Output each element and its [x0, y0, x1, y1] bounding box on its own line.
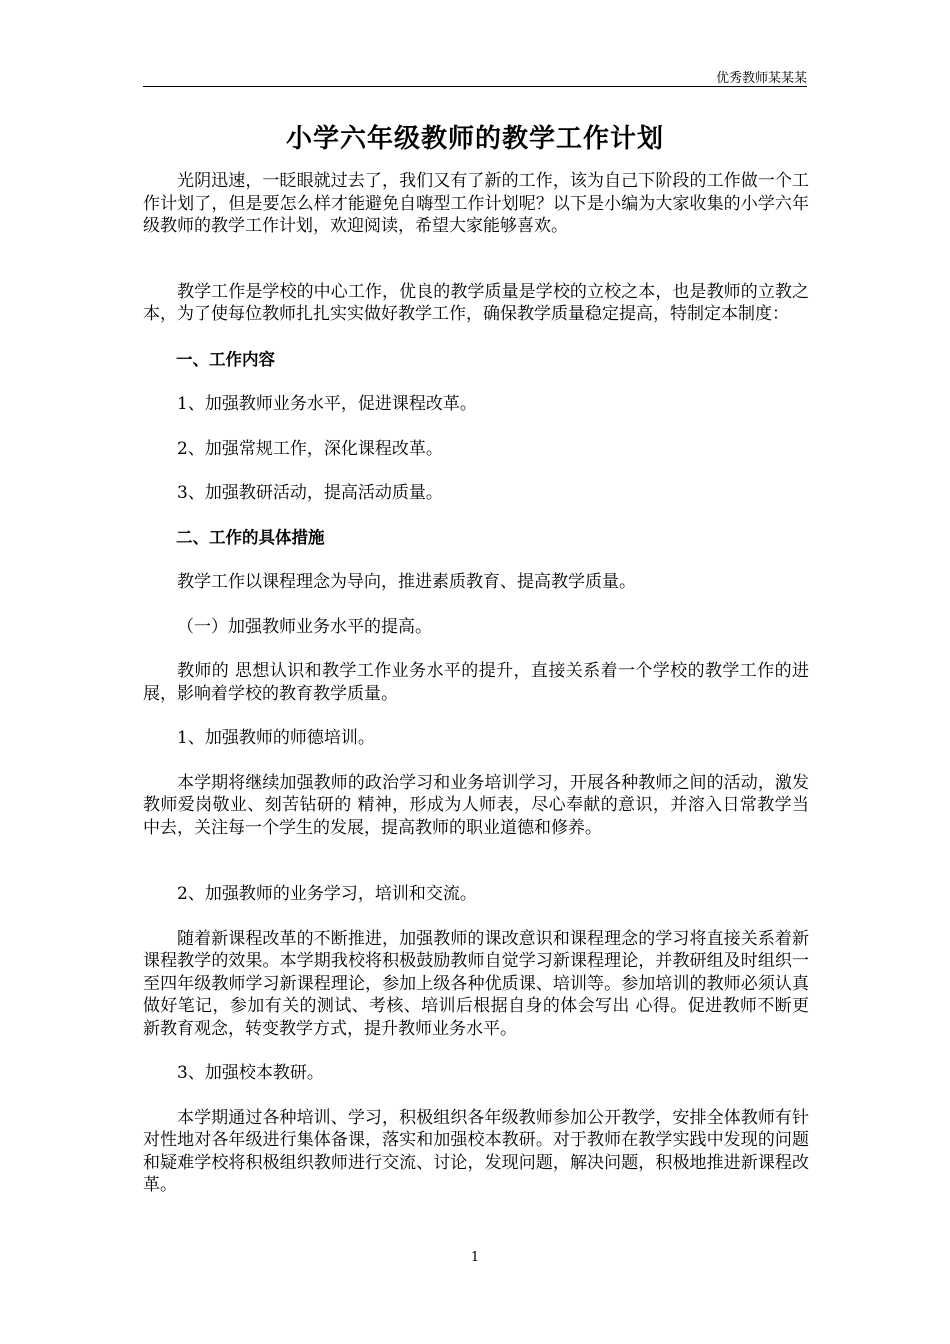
section-heading-1: 一、工作内容 — [176, 349, 275, 369]
intro-paragraph: 光阴迅速，一眨眼就过去了，我们又有了新的工作，该为自己下阶段的工作做一个工作计划了，但是要怎么样才能避免自嗨型工作计划呢？以下是小编为大家收集的小学六年级教师的教学工作计划，欢迎阅读，希望大家能够喜欢。 — [143, 171, 809, 236]
subsection-heading-1: （一）加强教师业务水平的提高。 — [177, 616, 432, 637]
paragraph-ethics: 本学期将继续加强教师的政治学习和业务培训学习，开展各种教师之间的活动，激发教师爱岗敬业、刻苦钻研的 精神，形成为人师表，尽心奉献的意识，并溶入日常教学当中去，关注每一个学生的发展，提高教师的职业道德和修养。 — [143, 772, 809, 838]
header-rule — [143, 86, 807, 87]
paragraph-teacher-level: 教师的 思想认识和教学工作业务水平的提升，直接关系着一个学校的教学工作的进展，影响着学校的教育教学质量。 — [143, 661, 809, 704]
paragraph-research: 本学期通过各种培训、学习，积极组织各年级教师参加公开教学，安排全体教师有针对性地对各年级进行集体备课，落实和加强校本教研。对于教师在教学实践中发现的问题和疑难学校将积极组织教师进行交流、讨论，发现问题，解决问题，积极地推进新课程改革。 — [143, 1107, 809, 1195]
list-item-research: 3、加强校本教研。 — [177, 1063, 324, 1083]
document-title: 小学六年级教师的教学工作计划 — [285, 124, 664, 154]
document-body — [143, 170, 809, 1197]
paragraph-guidance: 教学工作以课程理念为导向，推进素质教育、提高教学质量。 — [177, 572, 636, 592]
paragraph-training: 随着新课程改革的不断推进，加强教师的课改意识和课程理念的学习将直接关系着新课程教学的效果。本学期我校将积极鼓励教师自觉学习新课程理论，并教研组及时组织一至四年级教师学习新课程理论，参加上级各种优质课、培训等。参加培训的教师必须认真做好笔记，参加有关的测试、考核、培训后根据自身的体会写出 心得。促进教师不断更新教育观念，转变教学方式，提升教师业务水平。 — [143, 928, 809, 1039]
list-item-3: 3、加强教研活动，提高活动质量。 — [177, 483, 443, 503]
section-heading-2: 二、工作的具体措施 — [176, 527, 325, 547]
page-number: 1 — [470, 1250, 480, 1265]
list-item-ethics: 1、加强教师的师德培训。 — [177, 728, 375, 748]
list-item-2: 2、加强常规工作，深化课程改革。 — [177, 438, 443, 459]
header-author: 优秀教师某某某 — [715, 71, 807, 86]
paragraph-purpose: 教学工作是学校的中心工作，优良的教学质量是学校的立校之本，也是教师的立教之本，为了使每位教师扎扎实实做好教学工作，确保教学质量稳定提高，特制定本制度： — [143, 281, 809, 324]
list-item-training: 2、加强教师的业务学习，培训和交流。 — [177, 884, 477, 904]
list-item-1: 1、加强教师业务水平，促进课程改革。 — [177, 394, 477, 414]
